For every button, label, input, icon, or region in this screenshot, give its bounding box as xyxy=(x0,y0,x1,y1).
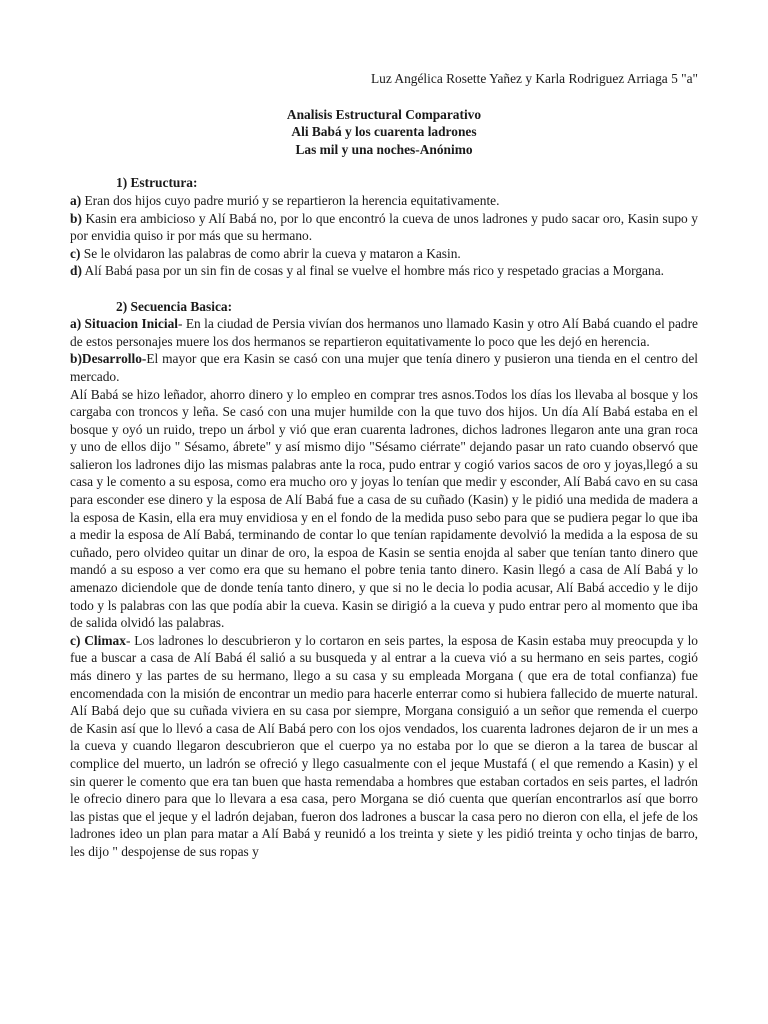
paragraph-text: El mayor que era Kasin se casó con una mujer que tenía dinero y pusieron una tienda en el centro del mercado. xyxy=(70,351,698,384)
paragraph xyxy=(70,210,698,245)
paragraph-text: Alí Babá pasa por un sin fin de cosas y al final se vuelve el hombre más rico y respetado gracias a Morgana. xyxy=(81,263,664,279)
paragraph xyxy=(70,192,698,210)
paragraph-text: Kasin era ambicioso y Alí Babá no, por lo que encontró la cueva de unos ladrones y pudo sacar oro, Kasin supo y por envidia quiso ir por más que su hermano. xyxy=(70,210,698,244)
paragraph-label: a) xyxy=(70,192,82,208)
paragraph-label: a) Situacion Inicial xyxy=(70,316,178,332)
section-heading: 2) Secuencia Basica: xyxy=(116,298,233,314)
document-page xyxy=(70,70,698,861)
paragraph xyxy=(70,262,698,280)
paragraph-text: - En la ciudad de Persia vivían dos hermanos uno llamado Kasin y otro Alí Babá cuando el padre de estos personajes muere los dos hermanos se repartieron equitativamente lo poco que les dejó en herencia. xyxy=(70,316,698,349)
authors-line: Luz Angélica Rosette Yañez y Karla Rodriguez Arriaga 5 "a" xyxy=(371,71,698,86)
title-line: Las mil y una noches-Anónimo xyxy=(295,141,473,157)
title-line: Ali Babá y los cuarenta ladrones xyxy=(291,124,477,140)
paragraph-text: Se le olvidaron las palabras de como abrir la cueva y mataron a Kasin. xyxy=(80,245,461,261)
section-heading: 1) Estructura: xyxy=(116,175,198,191)
paragraph-label: c) Climax xyxy=(70,632,126,648)
paragraph-text: Alí Babá se hizo leñador, ahorro dinero y lo empleo en comprar tres asnos.Todos los días los llevaba al bosque y los cargaba con troncos y leña. Se casó con una mujer humilde con la que tuvo dos hijos. Un día Alí Babá estaba en el bosque y oyó un ruido, trepo un árbol y vió que eran cuarenta ladrones, dichos ladrones llegaron ante una gran roca y uno de ellos dijo " Sésamo, ábrete" y así mismo dijo "Sésamo ciérrate" dejando pasar un rato cuando observó que salieron los ladrones dijo las mismas palabras ante la roca, pudo entrar y cogió varios sacos de oro y joyas,llegó a su casa y le comento a su esposa, como era mucho oro y joyas lo tenían que medir y esconder, Alí Babá cavo en su casa para esconder ese dinero y la esposa de Alí Babá fue a casa de su cuñado (Kasin) y le pidió una medida de madera a la esposa de Kasin, ella era muy envidiosa y en el fondo de la medida puso sebo para que se pudiera pegar lo que iba a medir la esposa de Alí Babá, terminando de contar lo que tenían rapidamente devolvió la medida a la esposa de su cuñado, pero olvideo quitar un dinar de oro, la espoa de Kasin se sentia enojda al saber que tenían tanto dinero que mandó a su esposo a ver como era que su hemano el pobre tenia tanto dinero. Kasin llegó a casa de Alí Babá y lo amenazo diciendole que de donde tenía tanto dinero, y que si no le decia lo podia acusar, Alí Babá accedio y le dijo todo y ls palabras con las que podía abir la cueva. Kasin se dirigió a la cueva y pudo entrar pero al momento que iba de salida olvidó las palabras. xyxy=(70,386,698,631)
paragraph xyxy=(70,350,698,385)
paragraph xyxy=(70,245,698,263)
paragraph-label: b) xyxy=(70,210,82,226)
spacer xyxy=(70,280,698,298)
paragraph-text: - Los ladrones lo descubrieron y lo cortaron en seis partes, la esposa de Kasin estaba muy preocupda y lo fue a buscar a casa de Alí Babá él salió a su busqueda y al entrar a la cueva vió a su hermano en seis partes, cogió más dinero y las partes de su hermano, llego a su casa y su empleada Morgana ( que era de total confianza) fue encomendada con la misión de encontrar un medio para hacerle enterrar como si hubiera fallecido de muerte natural. Alí Babá dejo que su cuñada viviera en su casa por siempre, Morgana consiguió a un señor que remenda el cuerpo de Kasin así que lo llevó a casa de Alí Babá pero con los ojos vendados, los cuarenta ladrones dejaron de ir un mes a la cueva y cuando llegaron descubrieron que el cuerpo ya no estaba por lo que se dieron a la tarea de buscar al complice del muerto, un ladrón se ofreció y llego casualmente con el jeque Mustafá ( el que remendo a Kasin) y el sin querer le comento que era tan buen que hasta remendaba a hombres que estaban cortados en seis partes, el ladrón le ofrecio dinero para que lo llevara a esa casa, pero Morgana se dió cuenta que querían encontrarlos así que borro las pistas que el jeque y el ladrón dejaban, fueron dos ladrones a buscar la casa pero no dieron con ella, el jefe de los ladrones ideo un plan para matar a Alí Babá y reunidó a los treinta y siete y les pidió treinta y ocho tinjas de barro, les dijo " despojense de sus ropas y xyxy=(70,632,698,859)
title-line: Analisis Estructural Comparativo xyxy=(286,106,482,122)
paragraph-text: Eran dos hijos cuyo padre murió y se repartieron la herencia equitativamente. xyxy=(81,192,500,208)
section-estructura xyxy=(70,174,698,280)
paragraph-label: c) xyxy=(70,245,81,261)
paragraph xyxy=(70,386,698,632)
title-block xyxy=(70,106,698,159)
paragraph xyxy=(70,315,698,350)
paragraph-label: b)Desarrollo- xyxy=(70,351,147,367)
paragraph xyxy=(70,632,698,861)
paragraph-label: d) xyxy=(70,263,82,279)
section-secuencia-basica xyxy=(70,298,698,861)
